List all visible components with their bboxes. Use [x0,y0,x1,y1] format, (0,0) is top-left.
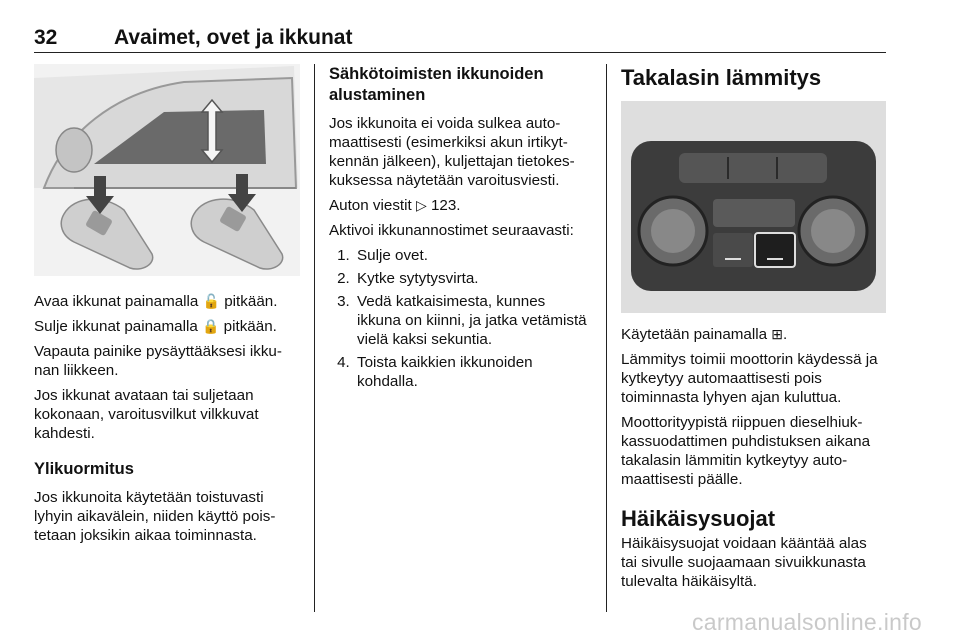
vehicle-messages-ref: Auton viestit ▷ 123. [329,197,461,214]
activate-text: Aktivoi ikkunannostimet seuraavasti: [329,222,574,239]
defrost-diesel-text: Moottorityypistä riippuen dieselhiuk-kassuodattimen puhdistuksen aikana takalasin lämmitin kytkeytyy auto-maattisesti päälle. [621,414,871,488]
page-number: 32 [34,26,58,49]
defrost-operation-text: Lämmitys toimii moottorin käydessä ja kytkeytyy automaattisesti pois toiminnasta lyhyen ajan kuluttua. [621,351,878,406]
overload-heading: Ylikuormitus [34,460,134,478]
chapter-title: Avaimet, ovet ja ikkunat [114,26,353,49]
list-item: 1. Sulje ovet. [354,246,591,265]
column-divider-1 [314,64,315,612]
list-item: 3. Vedä katkaisimesta, kunnes ikkuna on kiinni, ja jatka vetämistä vielä kaksi sekuntia. [354,292,591,349]
list-item: 2. Kytke sytytysvirta. [354,269,591,288]
rear-defrost-heading: Takalasin lämmitys [621,65,822,90]
rear-defrost-icon: ⊞ [771,326,784,342]
page-header [34,22,886,53]
lock-icon: 🔒 [202,318,220,334]
column-2 [329,64,591,397]
list-item: 4. Toista kaikkien ikkunoiden kohdalla. [354,353,591,391]
column-3 [621,64,886,597]
release-text: Vapauta painike pysäyttääksesi ikku-nan liikkeen. [34,343,282,379]
steps-list [329,246,591,391]
page-reference-icon: ▷ [415,197,427,213]
init-heading: Sähkötoimisten ikkunoiden alustaminen [329,65,544,104]
column-divider-2 [606,64,607,612]
overload-text: Jos ikkunoita käytetään toistuvasti lyhyin aikavälein, niiden käyttö pois-tetaan joksikin aikaa toiminnasta. [34,489,276,544]
column-1 [34,64,300,551]
unlock-icon: 🔓 [202,293,221,309]
init-text: Jos ikkunoita ei voida sulkea auto-maattisesti (esimerkiksi akun irtikyt-kennän jälkeen), kuljettajan tietokes-kuksessa näytetään varoitusviesti. [329,115,575,189]
defrost-usage-text: Käytetään painamalla ⊞. [621,326,788,343]
close-windows-text: Sulje ikkunat painamalla 🔒 pitkään. [34,318,277,335]
watermark: carmanualsonline.info [691,609,922,635]
window-key-illustration [34,64,300,276]
climate-panel-illustration [621,101,886,313]
hazard-text: Jos ikkunat avataan tai suljetaan kokonaan, varoitusvilkut vilkkuvat kahdesti. [34,387,259,442]
sun-visor-heading: Häikäisysuojat [621,506,776,531]
open-windows-text: Avaa ikkunat painamalla 🔓 pitkään. [34,293,278,310]
sun-visor-text: Häikäisysuojat voidaan kääntää alas tai sivulle suojaamaan sivuikkunasta tulevalta häikäisyltä. [621,535,867,590]
